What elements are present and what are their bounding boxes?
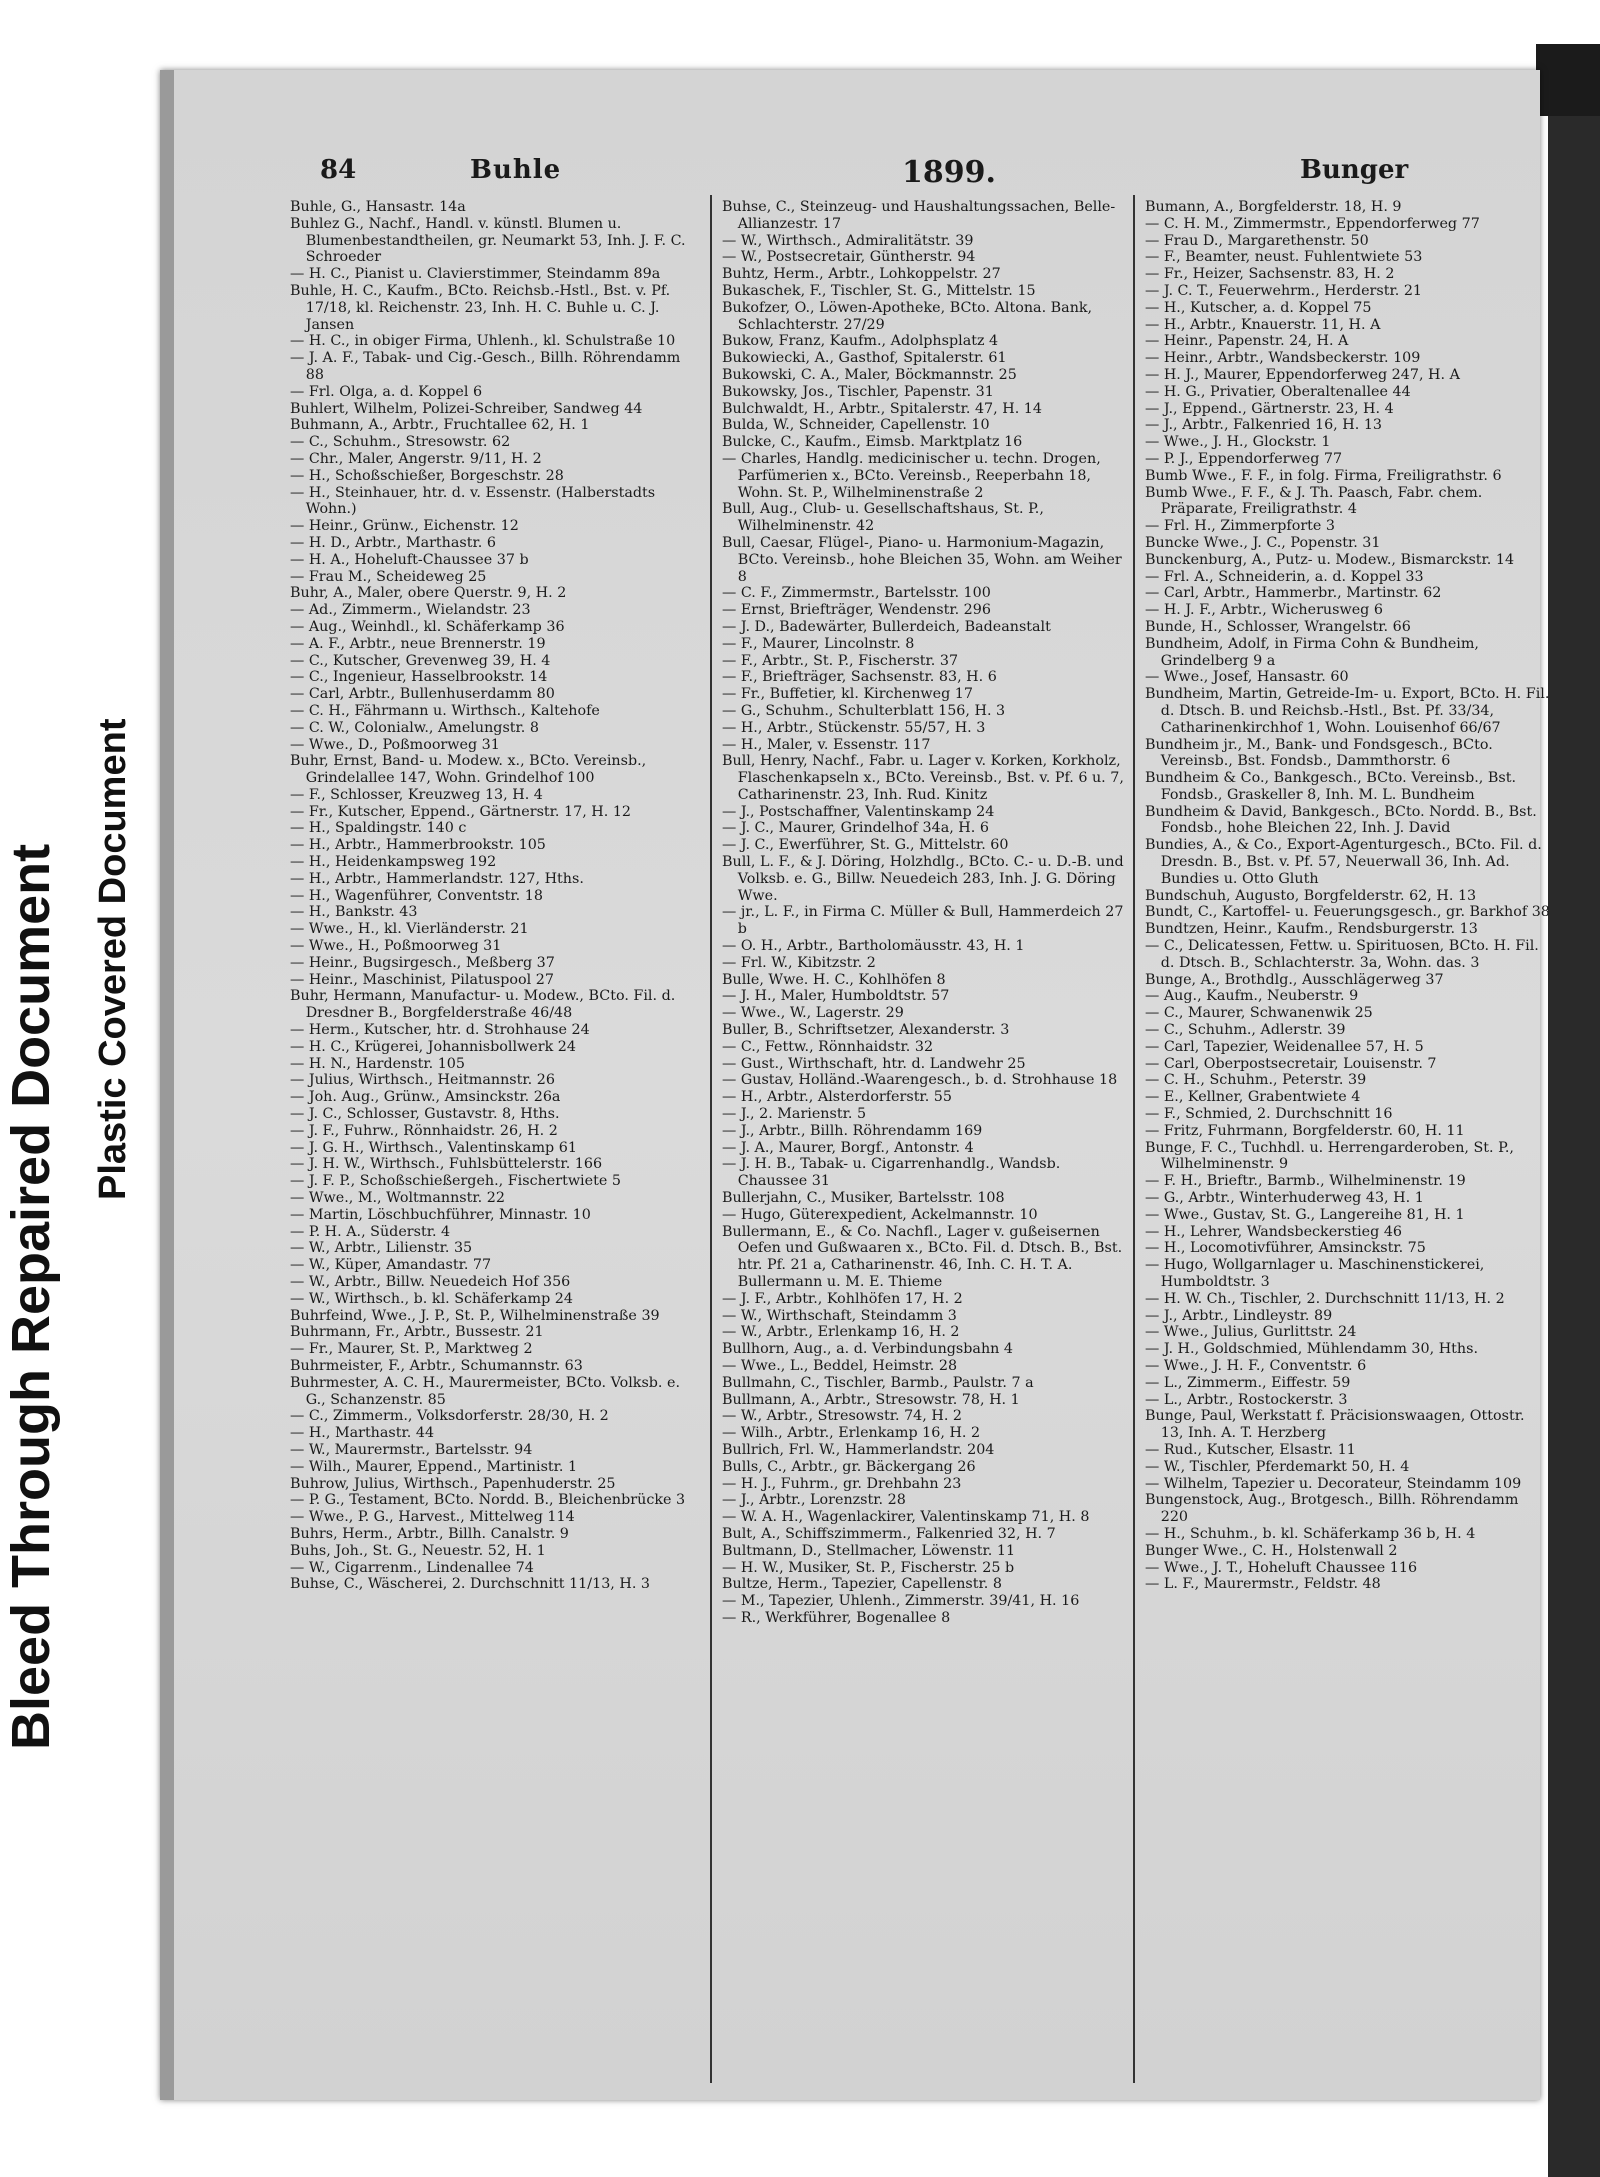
directory-entry: — H. W., Musiker, St. P., Fischerstr. 25 b (722, 1559, 1015, 1576)
directory-entry: Bundschuh, Augusto, Borgfelderstr. 62, H. 13 (1145, 887, 1477, 904)
directory-entry: — F., Schlosser, Kreuzweg 13, H. 4 (290, 786, 543, 803)
directory-entry: — Fr., Heizer, Sachsenstr. 83, H. 2 (1145, 266, 1395, 283)
directory-entry: — Chr., Maler, Angerstr. 9/11, H. 2 (290, 450, 542, 467)
directory-entry: — H., Maler, v. Essenstr. 117 (722, 736, 931, 753)
directory-entry: — J., Arbtr., Falkenried 16, H. 13 (1145, 417, 1383, 434)
directory-entry: — H., Kutscher, a. d. Koppel 75 (1145, 299, 1372, 316)
directory-entry: — Heinr., Arbtr., Wandsbeckerstr. 109 (1145, 350, 1421, 367)
directory-entry: Buhr, Ernst, Band- u. Modew. x., BCto. Vereinsb., Grindelallee 147, Wohn. Grindelhof 100 (290, 753, 647, 787)
directory-entry: Buhse, C., Wäscherei, 2. Durchschnitt 11/13, H. 3 (290, 1576, 651, 1593)
directory-entry: — Hugo, Wollgarnlager u. Maschinenstickerei, Humboldtstr. 3 (1145, 1257, 1485, 1290)
directory-entry: — Wwe., Julius, Gurlittstr. 24 (1145, 1324, 1357, 1341)
directory-entry: — Frl. A., Schneiderin, a. d. Koppel 33 (1145, 568, 1424, 585)
directory-entry: — H. J. F., Arbtr., Wicherusweg 6 (1145, 602, 1383, 619)
directory-entry: — C. W., Colonialw., Amelungstr. 8 (290, 719, 539, 736)
directory-entry: — W., Wirthsch., b. kl. Schäferkamp 24 (290, 1290, 573, 1307)
directory-entry: — H. J., Maurer, Eppendorferweg 247, H. A (1145, 366, 1460, 383)
directory-entry: — Wwe., L., Beddel, Heimstr. 28 (722, 1357, 958, 1374)
directory-entry: — C., Schuhm., Stresowstr. 62 (290, 434, 511, 451)
directory-entry: Bunger Wwe., C. H., Holstenwall 2 (1145, 1542, 1398, 1559)
directory-entry: — Carl, Arbtr., Hammerbr., Martinstr. 62 (1145, 585, 1442, 602)
directory-entry: Buncke Wwe., J. C., Popenstr. 31 (1145, 534, 1381, 551)
directory-column-2 (722, 199, 1127, 1627)
directory-entry: — J. C., Ewerführer, St. G., Mittelstr. 60 (722, 837, 1009, 854)
directory-entry: — Wilh., Maurer, Eppend., Martinistr. 1 (290, 1458, 578, 1475)
directory-entry: — C., Kutscher, Grevenweg 39, H. 4 (290, 652, 551, 669)
directory-entry: — L. F., Maurermstr., Feldstr. 48 (1145, 1576, 1381, 1593)
directory-entry: — Wilh., Arbtr., Erlenkamp 16, H. 2 (722, 1425, 981, 1442)
column-divider (1133, 195, 1135, 2083)
directory-entry: Bungenstock, Aug., Brotgesch., Billh. Röhrendamm 220 (1145, 1492, 1519, 1526)
directory-entry: — P. G., Testament, BCto. Nordd. B., Bleichenbrücke 3 (290, 1492, 686, 1509)
directory-entry: — C., Delicatessen, Fettw. u. Spirituosen, BCto. H. Fil. d. Dtsch. B., Schlachterstr. 3a, Wohn. das. 3 (1145, 938, 1539, 971)
directory-entry: Buhrs, Herm., Arbtr., Billh. Canalstr. 9 (290, 1525, 569, 1542)
directory-entry: Buhlert, Wilhelm, Polizei-Schreiber, Sandweg 44 (290, 400, 643, 417)
side-label-plastic-covered: Plastic Covered Document (92, 718, 134, 1200)
directory-entry: — C., Fettw., Rönnhaidstr. 32 (722, 1038, 934, 1055)
directory-entry: — J. C., Schlosser, Gustavstr. 8, Hths. (290, 1106, 560, 1123)
directory-entry: Bullrich, Frl. W., Hammerlandstr. 204 (722, 1441, 995, 1458)
directory-entry: — H., Arbtr., Stückenstr. 55/57, H. 3 (722, 719, 986, 736)
directory-entry: Buhr, Hermann, Manufactur- u. Modew., BCto. Fil. d. Dresdner B., Borgfelderstraße 46/48 (290, 988, 676, 1022)
directory-entry: Bukowiecki, A., Gasthof, Spitalerstr. 61 (722, 350, 1007, 367)
directory-entry: Bulle, Wwe. H. C., Kohlhöfen 8 (722, 971, 946, 988)
directory-entry: — Gust., Wirthschaft, htr. d. Landwehr 25 (722, 1055, 1026, 1072)
directory-entry: — Joh. Aug., Grünw., Amsinckstr. 26a (290, 1089, 561, 1106)
directory-entry: — C. F., Zimmermstr., Bartelsstr. 100 (722, 585, 991, 602)
directory-entry: Bullermann, E., & Co. Nachfl., Lager v. gußeisernen Oefen und Gußwaaren x., BCto. Fil. d. Dtsch. B., Bst. htr. Pf. 21 a, Catharinenstr. 46, Inh. C. H. T. A. Bullermann u. M. E. Thieme (722, 1223, 1123, 1290)
directory-column-1 (290, 199, 695, 1593)
directory-entry: — W. A. H., Wagenlackirer, Valentinskamp 71, H. 8 (722, 1509, 1090, 1526)
directory-entry: — H., Steinhauer, htr. d. v. Essenstr. (Halberstadts Wohn.) (290, 484, 656, 518)
directory-entry: — Carl, Tapezier, Weidenallee 57, H. 5 (1145, 1038, 1424, 1055)
directory-entry: — J. H., Maler, Humboldtstr. 57 (722, 988, 950, 1005)
directory-entry: — H., Lehrer, Wandsbeckerstieg 46 (1145, 1223, 1403, 1240)
directory-entry: — C., Maurer, Schwanenwik 25 (1145, 1005, 1373, 1022)
directory-entry: Bullmann, A., Arbtr., Stresowstr. 78, H. 1 (722, 1391, 1020, 1408)
directory-entry: Buhrmeister, F., Arbtr., Schumannstr. 63 (290, 1357, 583, 1374)
directory-entry: — W., Arbtr., Billw. Neuedeich Hof 356 (290, 1274, 571, 1290)
directory-entry: — Martin, Löschbuchführer, Minnastr. 10 (290, 1206, 591, 1223)
directory-entry: Bulchwaldt, H., Arbtr., Spitalerstr. 47, H. 14 (722, 400, 1042, 417)
directory-entry: Buller, B., Schriftsetzer, Alexanderstr. 3 (722, 1022, 1010, 1039)
directory-entry: — G., Arbtr., Winterhuderweg 43, H. 1 (1145, 1190, 1424, 1207)
directory-entry: Bullerjahn, C., Musiker, Bartelsstr. 108 (722, 1190, 1005, 1207)
directory-entry: — H. N., Hardenstr. 105 (290, 1055, 465, 1072)
directory-entry: Buhle, H. C., Kaufm., BCto. Reichsb.-Hstl., Bst. v. Pf. 17/18, kl. Reichenstr. 23, Inh. H. C. Buhle u. C. J. Jansen (290, 282, 671, 333)
directory-entry: — H., Wagenführer, Conventstr. 18 (290, 887, 543, 904)
directory-entry: — J. D., Badewärter, Bullerdeich, Badeanstalt (722, 618, 1051, 635)
directory-entry: — Charles, Handlg. medicinischer u. techn. Drogen, Parfümerien x., BCto. Vereinsb., Reeperbahn 18, Wohn. St. P., Wilhelminenstraße 2 (722, 450, 1101, 501)
directory-entry: — L., Arbtr., Rostockerstr. 3 (1145, 1391, 1348, 1408)
directory-entry: — Fritz, Fuhrmann, Borgfelderstr. 60, H. 11 (1145, 1122, 1465, 1139)
directory-entry: — Frl. Olga, a. d. Koppel 6 (290, 383, 483, 400)
directory-entry: — W., Arbtr., Stresowstr. 74, H. 2 (722, 1408, 963, 1425)
directory-entry: — Wwe., P. G., Harvest., Mittelweg 114 (290, 1509, 575, 1526)
directory-entry: Bunge, A., Brothdlg., Ausschlägerweg 37 (1145, 971, 1444, 988)
directory-entry: — J. H. B., Tabak- u. Cigarrenhandlg., Wandsb. Chaussee 31 (722, 1156, 1061, 1190)
directory-entry: — H., Arbtr., Knauerstr. 11, H. A (1145, 316, 1381, 333)
side-label-bleed-through: Bleed Through Repaired Document (1, 843, 61, 1750)
directory-entry: Bunde, H., Schlosser, Wrangelstr. 66 (1145, 618, 1411, 635)
directory-entry: Bultze, Herm., Tapezier, Capellenstr. 8 (722, 1576, 1002, 1593)
directory-entry: Bull, Aug., Club- u. Gesellschaftshaus, St. P., Wilhelminenstr. 42 (722, 501, 1044, 535)
directory-entry: — H., Arbtr., Hammerbrookstr. 105 (290, 837, 546, 854)
directory-entry: Buhrfeind, Wwe., J. P., St. P., Wilhelminenstraße 39 (290, 1307, 660, 1324)
directory-entry: — H., Arbtr., Alsterdorferstr. 55 (722, 1089, 952, 1106)
directory-entry: — H. G., Privatier, Oberaltenallee 44 (1145, 383, 1411, 400)
directory-entry: — F., Arbtr., St. P., Fischerstr. 37 (722, 652, 959, 669)
directory-entry: — C. H., Schuhm., Peterstr. 39 (1145, 1072, 1367, 1089)
directory-entry: Bundtzen, Heinr., Kaufm., Rendsburgerstr. 13 (1145, 921, 1478, 938)
directory-entry: — Wwe., M., Woltmannstr. 22 (290, 1190, 505, 1207)
directory-entry: — Carl, Oberpostsecretair, Louisenstr. 7 (1145, 1055, 1437, 1072)
directory-entry: Buhr, A., Maler, obere Querstr. 9, H. 2 (290, 585, 567, 602)
directory-entry: — M., Tapezier, Uhlenh., Zimmerstr. 39/41, H. 16 (722, 1593, 1080, 1610)
directory-entry: — Heinr., Papenstr. 24, H. A (1145, 333, 1349, 350)
directory-entry: — C., Ingenieur, Hasselbrookstr. 14 (290, 669, 548, 686)
directory-entry: — Wwe., J. H. F., Conventstr. 6 (1145, 1357, 1367, 1374)
directory-page (290, 155, 1550, 2095)
directory-entry: Bull, Caesar, Flügel-, Piano- u. Harmonium-Magazin, BCto. Vereinsb., hohe Bleichen 35, Wohn. am Weiher 8 (722, 534, 1122, 585)
directory-entry: — H., Marthastr. 44 (290, 1425, 435, 1442)
directory-entry: — H. D., Arbtr., Marthastr. 6 (290, 534, 496, 551)
directory-entry: Bundheim & Co., Bankgesch., BCto. Vereinsb., Bst. Fondsb., Graskeller 8, Inh. M. L. Bundheim (1145, 770, 1517, 803)
directory-entry: Buhse, C., Steinzeug- und Haushaltungssachen, Belle-Allianzestr. 17 (722, 199, 1116, 232)
directory-entry: — J., Arbtr., Lindleystr. 89 (1145, 1307, 1333, 1324)
directory-entry: — W., Arbtr., Lilienstr. 35 (290, 1240, 473, 1257)
directory-entry: — Rud., Kutscher, Elsastr. 11 (1145, 1441, 1356, 1458)
directory-entry: Bullhorn, Aug., a. d. Verbindungsbahn 4 (722, 1341, 1014, 1358)
directory-entry: — Frau M., Scheideweg 25 (290, 568, 487, 585)
directory-entry: — R., Werkführer, Bogenallee 8 (722, 1609, 951, 1626)
directory-entry: — H., Spaldingstr. 140 c (290, 820, 467, 837)
directory-entry: Buhle, G., Hansastr. 14a (290, 199, 466, 215)
directory-entry: Bukaschek, F., Tischler, St. G., Mittelstr. 15 (722, 282, 1036, 299)
directory-entry: Bundheim & David, Bankgesch., BCto. Nordd. B., Bst. Fondsb., hohe Bleichen 22, Inh. J. David (1145, 803, 1537, 837)
header-left-word: Buhle (470, 155, 562, 185)
directory-entry: — H. C., Krügerei, Johannisbollwerk 24 (290, 1038, 576, 1055)
directory-entry: — jr., L. F., in Firma C. Müller & Bull, Hammerdeich 27 b (722, 904, 1124, 938)
directory-entry: Bumb Wwe., F. F., in folg. Firma, Freiligrathstr. 6 (1145, 467, 1502, 484)
directory-entry: — Frl. W., Kibitzstr. 2 (722, 954, 876, 971)
directory-entry: Bull, L. F., & J. Döring, Holzhdlg., BCto. C.- u. D.-B. und Volksb. e. G., Billw. Neuedeich 283, Inh. J. G. Döring Wwe. (722, 854, 1124, 904)
directory-entry: — W., Maurermstr., Bartelsstr. 94 (290, 1441, 533, 1458)
directory-entry: — F., Beamter, neust. Fuhlentwiete 53 (1145, 249, 1423, 266)
directory-entry: Bumann, A., Borgfelderstr. 18, H. 9 (1145, 199, 1402, 215)
directory-entry: — H. J., Fuhrm., gr. Drehbahn 23 (722, 1475, 962, 1492)
page-number: 84 (320, 155, 357, 185)
directory-entry: — Aug., Kaufm., Neuberstr. 9 (1145, 988, 1359, 1005)
directory-entry: — F. H., Brieftr., Barmb., Wilhelminenstr. 19 (1145, 1173, 1466, 1190)
directory-entry: — Wwe., H., kl. Vierländerstr. 21 (290, 921, 529, 938)
directory-entry: — Wwe., H., Poßmoorweg 31 (290, 938, 502, 955)
directory-entry: — W., Wirthschaft, Steindamm 3 (722, 1307, 957, 1324)
directory-entry: — J. F., Arbtr., Kohlhöfen 17, H. 2 (722, 1290, 963, 1307)
directory-entry: — Wwe., W., Lagerstr. 29 (722, 1005, 904, 1022)
scan-border-top-right (1536, 44, 1600, 116)
directory-entry: — O. H., Arbtr., Bartholomäusstr. 43, H. 1 (722, 938, 1025, 955)
directory-entry: — J. H. W., Wirthsch., Fuhlsbüttelerstr. 166 (290, 1156, 603, 1173)
directory-entry: — E., Kellner, Grabentwiete 4 (1145, 1089, 1361, 1106)
directory-entry: — H., Arbtr., Hammerlandstr. 127, Hths. (290, 870, 584, 887)
directory-entry: — J. H., Goldschmied, Mühlendamm 30, Hths. (1145, 1341, 1479, 1358)
directory-entry: — L., Zimmerm., Eiffestr. 59 (1145, 1374, 1351, 1391)
directory-entry: — C. H. M., Zimmermstr., Eppendorferweg 77 (1145, 215, 1480, 232)
directory-entry: Bulls, C., Arbtr., gr. Bäckergang 26 (722, 1458, 976, 1475)
directory-entry: — Wilhelm, Tapezier u. Decorateur, Steindamm 109 (1145, 1475, 1522, 1492)
directory-entry: — Wwe., J. H., Glockstr. 1 (1145, 434, 1331, 451)
directory-entry: — Fr., Buffetier, kl. Kirchenweg 17 (722, 686, 974, 703)
directory-entry: — H. C., Pianist u. Clavierstimmer, Steindamm 89a (290, 266, 661, 283)
directory-entry: — H. A., Hoheluft-Chaussee 37 b (290, 551, 529, 568)
directory-entry: Buhs, Joh., St. G., Neuestr. 52, H. 1 (290, 1542, 546, 1559)
directory-entry: — W., Küper, Amandastr. 77 (290, 1257, 492, 1274)
directory-entry: Bult, A., Schiffszimmerm., Falkenried 32, H. 7 (722, 1525, 1056, 1542)
directory-entry: Bulda, W., Schneider, Capellenstr. 10 (722, 417, 990, 434)
directory-entry: Bukowsky, Jos., Tischler, Papenstr. 31 (722, 383, 994, 400)
directory-entry: — C., Zimmerm., Volksdorferstr. 28/30, H. 2 (290, 1408, 609, 1425)
directory-entry: Bull, Henry, Nachf., Fabr. u. Lager v. Korken, Korkholz, Flaschenkapseln x., BCto. Vereinsb., Bst. v. Pf. 6 u. 7, Catharinenstr. 23, Inh. Rud. Kinitz (722, 753, 1124, 803)
directory-entry: — J., Arbtr., Billh. Röhrendamm 169 (722, 1122, 983, 1139)
directory-entry: — P. H. A., Süderstr. 4 (290, 1223, 451, 1240)
directory-entry: Bukow, Franz, Kaufm., Adolphsplatz 4 (722, 333, 999, 350)
directory-entry: — Herm., Kutscher, htr. d. Strohhause 24 (290, 1022, 590, 1039)
directory-entry: — Fr., Kutscher, Eppend., Gärtnerstr. 17, H. 12 (290, 803, 632, 820)
directory-entry: Buhlez G., Nachf., Handl. v. künstl. Blumen u. Blumenbestandtheilen, gr. Neumarkt 53, Inh. J. F. C. Schroeder (290, 215, 686, 266)
directory-entry: — Wwe., Josef, Hansastr. 60 (1145, 669, 1349, 686)
directory-entry: — Frl. H., Zimmerpforte 3 (1145, 518, 1336, 535)
directory-entry: Buhmann, A., Arbtr., Fruchtallee 62, H. 1 (290, 417, 590, 434)
directory-entry: — Carl, Arbtr., Bullenhuserdamm 80 (290, 686, 555, 703)
directory-entry: — J. A. F., Tabak- und Cig.-Gesch., Billh. Röhrendamm 88 (290, 350, 681, 383)
directory-entry: — Ernst, Briefträger, Wendenstr. 296 (722, 602, 991, 619)
directory-entry: — H., Heidenkampsweg 192 (290, 854, 497, 871)
directory-entry: — W., Arbtr., Erlenkamp 16, H. 2 (722, 1324, 960, 1341)
directory-entry: — Frau D., Margarethenstr. 50 (1145, 232, 1369, 249)
directory-entry: — Aug., Weinhdl., kl. Schäferkamp 36 (290, 618, 565, 635)
directory-entry: Bunge, Paul, Werkstatt f. Präcisionswaagen, Ottostr. 13, Inh. A. T. Herzberg (1145, 1408, 1525, 1442)
directory-entry: — Wwe., J. T., Hoheluft Chaussee 116 (1145, 1559, 1418, 1576)
directory-entry: Buhrow, Julius, Wirthsch., Papenhuderstr. 25 (290, 1475, 616, 1492)
directory-entry: — J., Eppend., Gärtnerstr. 23, H. 4 (1145, 400, 1394, 417)
directory-entry: — Wwe., Gustav, St. G., Langereihe 81, H. 1 (1145, 1206, 1465, 1223)
directory-entry: — Fr., Maurer, St. P., Marktweg 2 (290, 1341, 533, 1358)
column-divider (710, 195, 712, 2083)
directory-entry: — A. F., Arbtr., neue Brennerstr. 19 (290, 635, 546, 652)
directory-entry: — F., Maurer, Lincolnstr. 8 (722, 635, 915, 652)
directory-entry: — Heinr., Grünw., Eichenstr. 12 (290, 518, 519, 535)
directory-entry: — J. F. P., Schoßschießergeh., Fischertwiete 5 (290, 1173, 621, 1190)
directory-entry: — J. F., Fuhrw., Rönnhaidstr. 26, H. 2 (290, 1122, 558, 1139)
directory-entry: Bullmahn, C., Tischler, Barmb., Paulstr. 7 a (722, 1374, 1034, 1391)
directory-entry: — C., Schuhm., Adlerstr. 39 (1145, 1022, 1346, 1039)
directory-entry: Bunge, F. C., Tuchhdl. u. Herrengarderoben, St. P., Wilhelminenstr. 9 (1145, 1139, 1514, 1173)
directory-entry: — W., Postsecretair, Güntherstr. 94 (722, 249, 976, 266)
directory-entry: — J. A., Maurer, Borgf., Antonstr. 4 (722, 1139, 974, 1156)
directory-entry: — Hugo, Güterexpedient, Ackelmannstr. 10 (722, 1206, 1038, 1223)
directory-entry: — Heinr., Bugsirgesch., Meßberg 37 (290, 954, 555, 971)
directory-entry: — Julius, Wirthsch., Heitmannstr. 26 (290, 1072, 555, 1089)
directory-entry: — Heinr., Maschinist, Pilatuspool 27 (290, 971, 554, 988)
directory-entry: — P. J., Eppendorferweg 77 (1145, 450, 1343, 467)
directory-column-3 (1145, 199, 1550, 1593)
directory-entry: — W., Wirthsch., Admiralitätstr. 39 (722, 232, 974, 249)
directory-entry: — J., Postschaffner, Valentinskamp 24 (722, 803, 995, 820)
directory-entry: — H., Schoßschießer, Borgeschstr. 28 (290, 467, 564, 484)
directory-entry: Bulcke, C., Kaufm., Eimsb. Marktplatz 16 (722, 434, 1023, 451)
directory-entry: — J., Arbtr., Lorenzstr. 28 (722, 1492, 906, 1509)
directory-entry: Bukowski, C. A., Maler, Böckmannstr. 25 (722, 366, 1017, 383)
directory-entry: — F., Schmied, 2. Durchschnitt 16 (1145, 1106, 1393, 1123)
directory-entry: — J., 2. Marienstr. 5 (722, 1106, 867, 1123)
directory-entry: — H., Locomotivführer, Amsinckstr. 75 (1145, 1240, 1426, 1257)
directory-entry: Bunckenburg, A., Putz- u. Modew., Bismarckstr. 14 (1145, 551, 1515, 568)
directory-entry: Bundheim, Adolf, in Firma Cohn & Bundheim, Grindelberg 9 a (1145, 635, 1479, 669)
directory-entry: Buhrmester, A. C. H., Maurermeister, BCto. Volksb. e. G., Schanzenstr. 85 (290, 1374, 681, 1408)
directory-entry: Buhtz, Herm., Arbtr., Lohkoppelstr. 27 (722, 266, 1001, 283)
directory-entry: — C. H., Fährmann u. Wirthsch., Kaltehofe (290, 702, 600, 719)
directory-entry: Bultmann, D., Stellmacher, Löwenstr. 11 (722, 1542, 1016, 1559)
directory-entry: — H. W. Ch., Tischler, 2. Durchschnitt 11/13, H. 2 (1145, 1290, 1505, 1307)
directory-entry: Bundheim jr., M., Bank- und Fondsgesch., BCto. Vereinsb., Bst. Fondsb., Dammthorstr. 6 (1145, 736, 1493, 770)
scanned-page-edge (160, 70, 174, 2100)
directory-entry: — G., Schuhm., Schulterblatt 156, H. 3 (722, 702, 1006, 719)
directory-entry: Bundt, C., Kartoffel- u. Feuerungsgesch., gr. Barkhof 38 (1145, 904, 1550, 921)
directory-entry: Bundheim, Martin, Getreide-Im- u. Export, BCto. H. Fil. d. Dtsch. B. und Reichsb.-Hstl., Bst. Pf. 33/34, Catharinenkirchhof 1, Wohn. Louisenhof 66/67 (1145, 686, 1550, 736)
directory-entry: — F., Briefträger, Sachsenstr. 83, H. 6 (722, 669, 997, 686)
directory-entry: Bumb Wwe., F. F., & J. Th. Paasch, Fabr. chem. Präparate, Freiligrathstr. 4 (1145, 484, 1483, 518)
directory-entry: — J. C. T., Feuerwehrm., Herderstr. 21 (1145, 282, 1423, 299)
scan-border-right (1548, 116, 1600, 2177)
directory-entry: — H., Schuhm., b. kl. Schäferkamp 36 b, H. 4 (1145, 1525, 1476, 1542)
directory-entry: — H., Bankstr. 43 (290, 904, 418, 921)
header-right-word: Bunger (1300, 155, 1409, 185)
directory-entry: Bukofzer, O., Löwen-Apotheke, BCto. Altona. Bank, Schlachterstr. 27/29 (722, 299, 1093, 333)
directory-entry: — Gustav, Holländ.-Waarengesch., b. d. Strohhause 18 (722, 1072, 1118, 1089)
directory-entry: — Wwe., D., Poßmoorweg 31 (290, 736, 500, 753)
directory-entry: — J. G. H., Wirthsch., Valentinskamp 61 (290, 1139, 577, 1156)
header-year: 1899. (902, 155, 996, 190)
directory-entry: Bundies, A., & Co., Export-Agenturgesch., BCto. Fil. d. Dresdn. B., Bst. v. Pf. 57, Neuerwall 36, Inh. Ad. Bundies u. Otto Gluth (1145, 837, 1542, 887)
directory-entry: Buhrmann, Fr., Arbtr., Bussestr. 21 (290, 1324, 544, 1341)
directory-entry: — H. C., in obiger Firma, Uhlenh., kl. Schulstraße 10 (290, 333, 676, 350)
directory-entry: — J. C., Maurer, Grindelhof 34a, H. 6 (722, 820, 989, 837)
directory-entry: — Ad., Zimmerm., Wielandstr. 23 (290, 602, 531, 619)
directory-entry: — W., Tischler, Pferdemarkt 50, H. 4 (1145, 1458, 1410, 1475)
directory-entry: — W., Cigarrenm., Lindenallee 74 (290, 1559, 534, 1576)
